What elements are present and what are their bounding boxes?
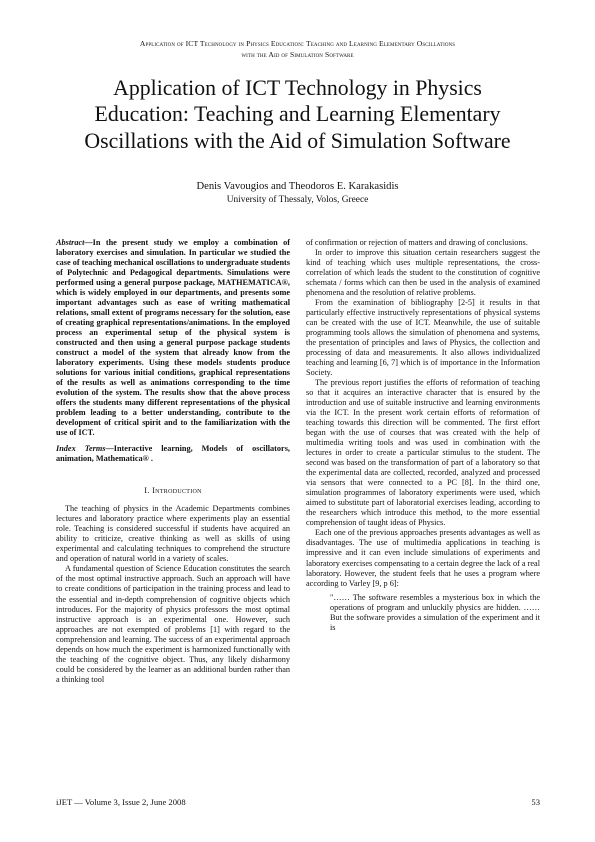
right-continuation: of confirmation or rejection of matters and drawing of conclusions. — [306, 238, 528, 247]
section-heading-introduction — [56, 486, 290, 496]
affiliation: University of Thessaly, Volos, Greece — [226, 195, 369, 205]
authors: Denis Vavougios and Theodoros E. Karakasidis — [196, 181, 399, 192]
running-head-line1: Application of ICT Technology in Physics Education: Teaching and Learning Elementary Oscillations — [139, 39, 456, 48]
abstract-text: In the present study we employ a combination of laboratory exercises and simulation. In particular we studied the case of teaching mechanical oscillations to undergraduate students of Polytechnic and Pedagogical departments. Simulations were performed using a general purpose package, MATHEMATICA®, which is widely employed in our departments, and presents some important advantages such as ease of writing mathematical relations, small extent of programs necessary for the solution, ease of creating graphical representations/animations. In the employed process an experimental setup of the physical system is constructed and then using a general purpose package students construct a model of the system that already know from the laboratory experiments. Using these models students produce solutions for various initial conditions, graphical representations of the results as well as animations corresponding to the time evolution of the system. The results show that the above process offers the students many different representations of the physical problem leading to a better understanding, contribute to the development of critical spirit and to the familiarization with the use of ICT. — [56, 238, 290, 438]
index-terms-dash: — — [105, 444, 114, 454]
right-paragraph-1: In order to improve this situation certain researchers suggest the kind of teaching which uses multiple representations, the cross-correlation of which leads the student to the constitution of cognitive schemata / forms which can then be used in the analysis of examined phenomena and the resolution of relative problems. — [306, 248, 540, 298]
abstract-label: Abstract — [56, 238, 85, 247]
left-paragraph-2: A fundamental question of Science Education constitutes the search of the most optimal instructive approach. Such an approach will have to create conditions of participation in the training process and lead to the essential and in-depth comprehension of cognitive objects which introduces. For the majority of physics professors the most optimal instructive approach is an experimental one. However, such approaches are not exempted of problems [1] with regard to the comprehension and learning. The success of an experimental approach depends on how much the experiment is harmonized functionally with the teaching of the cognitive object. Thus, any likely disharmony could be considered by the learner as an additional burden rather than a thinking tool — [56, 564, 290, 684]
block-quote: "…… The software resembles a mysterious box in which the operations of program and unluckily physics are hidden. …… But the software provides a simulation of the experiment and it is — [330, 592, 540, 632]
running-head-line2: with the Aid of Simulation Software — [241, 50, 354, 59]
abstract — [56, 238, 290, 438]
running-head — [40, 38, 555, 60]
left-paragraph-1: The teaching of physics in the Academic Departments combines lectures and laboratory practice where experiments play an essential role. Teaching is considered successful if students have acquired an ability to criticize, creative thinking as well as skills of using experimental and calculating techniques to comprehend the structure and operation of natural world in a variety of scales. — [56, 504, 290, 564]
title-line3: Oscillations with the Aid of Simulation Software — [84, 128, 511, 153]
right-paragraph-4: Each one of the previous approaches presents advantages as well as disadvantages. The use of multimedia applications in teaching is impressive and it can even include simulations of experiments and laboratory exercises compensating to a certain degree the lack of a real laboratory. However, the student feels that he uses a program where according to Varley [9, p 6]: — [306, 528, 540, 588]
left-column — [56, 238, 290, 685]
index-terms — [56, 444, 290, 464]
footer-journal: iJET — Volume 3, Issue 2, June 2008 — [56, 797, 186, 807]
right-column — [306, 238, 540, 633]
right-paragraph-3: The previous report justifies the efforts of reformation of teaching so that it acquires an interactive character that is ensured by the introduction and use of suitable instructive and learning environments via the ICT. In the present work certain efforts of reformation of teaching towards this direction will be commented. The first effort began with the use of courses that was created with the help of multimedia writing tools and was used in combination with the lectures in order to create a particular stimulus to the student. The second was based on the transformation of part of a laboratory so that the experimental data are collected, recorded, analyzed and processed via sensors that were connected to a PC [8]. In the third one, simulation programmes of laboratory experiments were used, which aimed to substitute part of laboratorial exercises leading, according to the researchers which introduce this method, to the more essential comprehension of taught ideas of Physics. — [306, 378, 540, 528]
footer-page-number: 53 — [531, 797, 540, 807]
index-terms-text: Interactive learning, Models of oscillators, animation, Mathematica® . — [56, 444, 290, 464]
section-title: Introduction — [152, 486, 202, 496]
title-line2: Education: Teaching and Learning Elementary — [94, 102, 501, 127]
paper-title — [30, 75, 565, 154]
abstract-dash: — — [84, 238, 93, 247]
section-number: I. — [144, 486, 150, 496]
right-paragraph-2: From the examination of bibliography [2-5] it results in that particularly effective instructively representations of physical systems can be created with the use of ICT. Meanwhile, the use of suitable programming tools allows the simulation of phenomena and systems, the presentation of principles and laws of Physics, the collection and processing of data and measurements. It also allows individualized teaching and learning [6, 7] which is of importance in the Information Society. — [306, 298, 540, 378]
index-terms-label: Index Terms — [56, 444, 106, 454]
title-line1: Application of ICT Technology in Physics — [113, 76, 482, 100]
